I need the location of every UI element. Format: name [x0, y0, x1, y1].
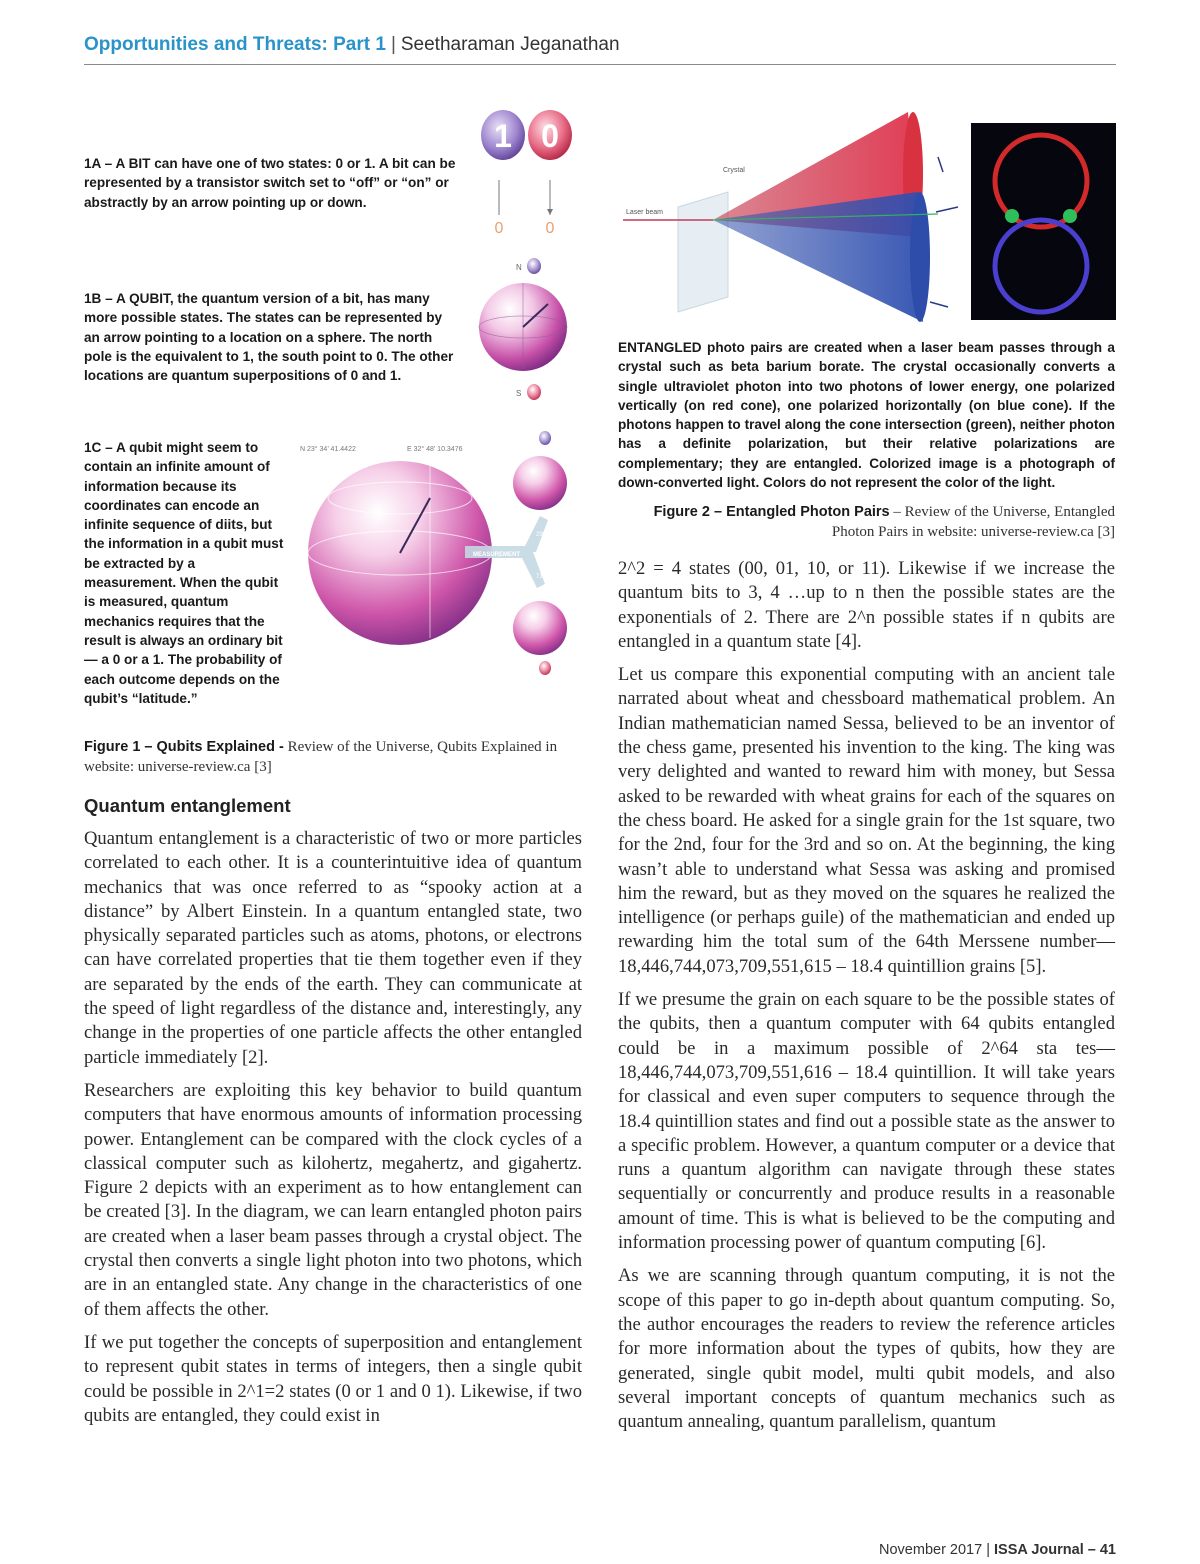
paragraph: 2^2 = 4 states (00, 01, 10, or 11). Likewise if we increase the quantum bits to 3, 4 …up to n then the possible states are the exponentials of 2. There are 2^n possible states if n qubits are entangled in a quantum state [4]. [618, 558, 1115, 652]
qubit-sphere-illustration [468, 252, 578, 407]
photon-rings-photo [971, 123, 1116, 320]
bit-arrow-label-0b: 0 [545, 220, 555, 237]
bit-illustration [470, 105, 585, 240]
coord-north: N 23° 34’ 41.4422 [300, 446, 356, 453]
issue-date: November 2017 [879, 1542, 983, 1558]
running-header [84, 33, 1116, 65]
figure-2-label: Figure 2 – Entangled Photon Pairs [653, 504, 890, 520]
paragraph: If we put together the concepts of superposition and entanglement to represent qubit states in terms of integers, then a single qubit could be possible in 2^1=2 states (0 or 1 and 0 1). Likewise, if two qubits are entangled, they could exist in [84, 1331, 582, 1426]
coord-east: E 32° 48’ 10.3476 [407, 446, 463, 453]
entanglement-cone-diagram [618, 112, 966, 324]
page-footer [879, 1542, 1116, 1558]
section-heading: Quantum entanglement [84, 795, 291, 816]
journal-page: ISSA Journal – 41 [994, 1542, 1116, 1558]
figure-1-label: Figure 1 – Qubits Explained - [84, 739, 284, 755]
crystal-label: Crystal [723, 167, 745, 174]
left-column [84, 827, 582, 1437]
caption-1c: 1C – A qubit might seem to contain an infinite amount of information because its coordinates can encode an infinite sequence of diits, but the information in a qubit must be extracted by a measurement. When the qubit is measured, quantum mechanics requires that the result is always an ordinary bit— a 0 or a 1. The probability of each outcome depends on the qubit’s “latitude.” [84, 440, 284, 706]
figure-2-source: – Review of the Universe, Entangled Photon Pairs in website: universe-review.ca [3] [831, 504, 1115, 540]
figure-1-source: Review of the Universe, Qubits Explained in website: universe-review.ca [3] [84, 739, 558, 775]
header-separator: | [390, 34, 396, 55]
prob-top: 29% [536, 532, 549, 538]
measurement-label: MEASUREMENT [473, 552, 521, 558]
author-name: Seetharaman Jeganathan [400, 34, 620, 55]
bit-arrow-label-0: 0 [494, 220, 504, 237]
figure-1-caption [84, 737, 584, 777]
paragraph: Quantum entanglement is a characteristic of two or more particles correlated to each other. It is a counterintuitive idea of quantum mechanics that was once referred to as “spooky action at a distance” by Albert Einstein. In a quantum entangled state, two physically separated particles such as atoms, photons, or electrons can have correlated properties that tie them together even if they are separated by the ends of the earth. They can communicate at the speed of light regardless of the distance and, interestingly, any change in the properties of one particle affects the other entangled particle immediately [2]. [84, 828, 582, 1068]
bit-one-glyph: 1 [494, 118, 512, 154]
caption-1a: 1A – A BIT can have one of two states: 0 or 1. A bit can be represented by a transistor switch set to “off” or “on” or abstractly by an arrow pointing up or down. [84, 156, 456, 210]
prob-bottom: 71% [536, 574, 549, 580]
laser-beam-label: Laser beam [626, 209, 663, 216]
south-label: S [516, 389, 522, 398]
figure-2-caption [618, 502, 1115, 542]
section-title: Opportunities and Threats: Part 1 [84, 34, 386, 55]
figure-2-description: ENTANGLED photo pairs are created when a laser beam passes through a crystal such as beta barium borate. The crystal occasionally converts a single ultraviolet photon into two photons of lower energy, one polarized vertically (on red cone), one polarized horizontally (on blue cone). If the photons happen to travel along the cone intersection (green), neither photon has a definite polarization, but their relative polarizations are complementary; they are entangled. Colorized image is a photograph of down-converted light. Colors do not represent the color of the light. [618, 340, 1115, 491]
paragraph: Let us compare this exponential computing with an ancient tale narrated about wheat and chessboard mathematical problem. An Indian mathematician named Sessa, believed to be an inventor of the chess game, presented his invention to the king. The king was very delighted and wanted to reward him with money, but Sessa asked to be rewarded with wheat grains for each of the squares on the chess board. He asked for a single grain for the 1st square, two for the 2nd, four for the 3rd and so on. At the beginning, the king wasn’t able to understand what Sessa was asking and promised him the reward, but as they moved on the squares he realized the intelligence (or perhaps guile) of the mathematician and ended up rewarding him the total sum of the 64th Merssene number—18,446,744,073,709,551,615 – 18.4 quintillion grains [5]. [618, 664, 1115, 977]
right-column [618, 557, 1115, 1443]
bit-zero-glyph: 0 [541, 118, 559, 154]
paragraph: As we are scanning through quantum computing, it is not the scope of this paper to go in-depth about quantum computing. So, the author encourages the readers to review the reference articles for more information about the types of qubits, how they are generated, single qubit model, multi qubit models, and also several important concepts of quantum mechanics such as quantum annealing, quantum parallelism, quantum [618, 1265, 1115, 1433]
caption-1b: 1B – A QUBIT, the quantum version of a bit, has many more possible states. The states can be represented by an arrow pointing to a location on a sphere. The north pole is the equivalent to 1, the south point to 0. The other locations are quantum superpositions of 0 and 1. [84, 291, 454, 384]
paragraph: If we presume the grain on each square to be the possible states of the qubits, then a quantum computer with 64 qubits entangled could be in a maximum possible of 2^64 sta tes—18,446,744,073,709,551,616 – 18.4 quintillion. It will take years for classical and even super computers to sequence through the 18.4 quintillion states and find out a possible state as the answer to a specific problem. However, a quantum computer or a device that runs a quantum algorithm can navigate through these states sequentially or concurrently and produce results in a reasonable amount of time. This is what is believed to be the computing and information processing power of quantum computing [6]. [618, 989, 1115, 1254]
paragraph: Researchers are exploiting this key behavior to build quantum computers that have enormous amounts of information processing power. Entanglement can be compared with the clock cycles of a classical computer such as kilohertz, megahertz, and gigahertz. Figure 2 depicts with an experiment as to how entanglement can be created [3]. In the diagram, we can learn entangled photon pairs are created when a laser beam passes through a crystal object. The crystal then converts a single light photon into two photons, which are in an entangled state. Any change in the characteristics of one of them affects the other. [84, 1079, 582, 1320]
north-label: N [516, 263, 522, 272]
measurement-illustration [295, 428, 585, 688]
footer-separator: | [986, 1542, 990, 1558]
